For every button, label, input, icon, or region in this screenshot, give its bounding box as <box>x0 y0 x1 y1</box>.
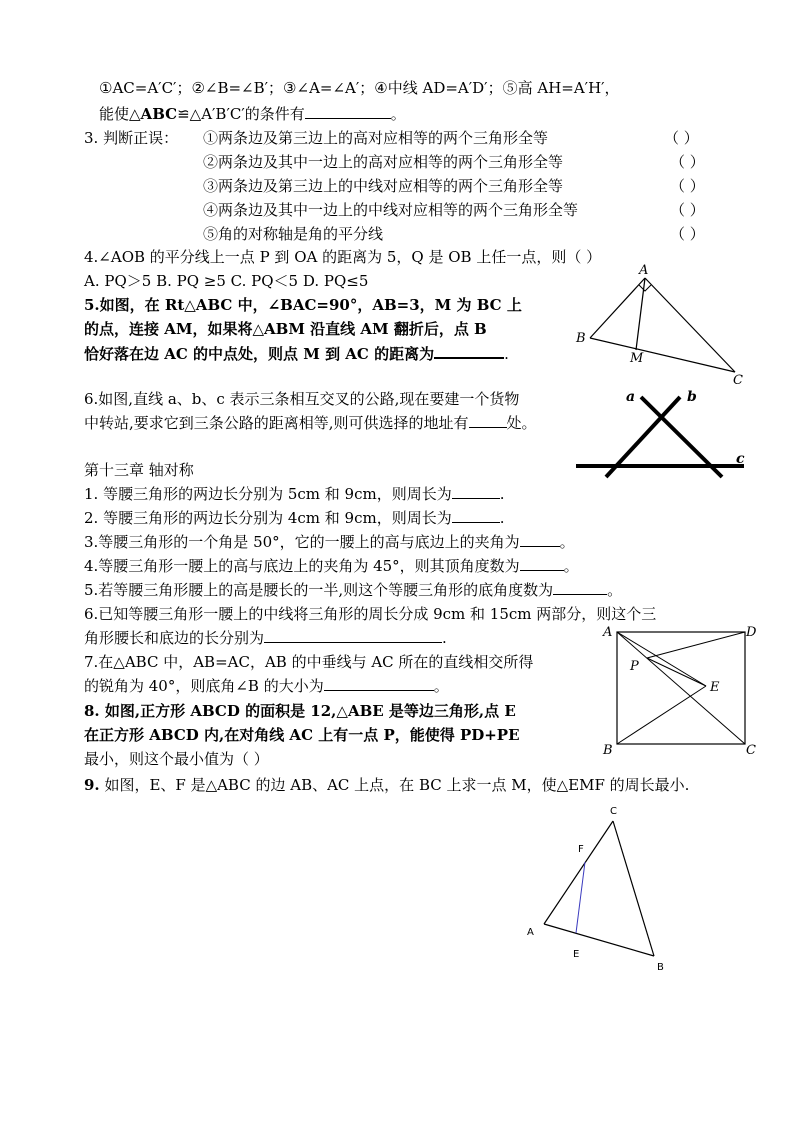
c13-q6-line-1: 6.已知等腰三角形一腰上的中线将三角形的周长分成 9cm 和 15cm 两部分，则这个三 <box>84 605 657 623</box>
c13-q4-blank[interactable] <box>520 556 564 571</box>
q4-options: A. PQ＞5 B. PQ ≥5 C. PQ＜5 D. PQ≤5 <box>84 272 369 290</box>
q6-line-2 <box>84 413 537 433</box>
fig4-label-b: B <box>657 962 664 973</box>
c13-q4-text: 4.等腰三角形一腰上的高与底边上的夹角为 45°，则其顶角度数为 <box>84 557 520 575</box>
fig1-label-m: M <box>630 351 644 366</box>
q5-text: 恰好落在边 AC 的中点处，则点 M 到 AC 的距离为 <box>84 345 435 363</box>
c13-q5-text: 5.若等腰三角形腰上的高是腰长的一半,则这个等腰三角形的底角度数为 <box>84 581 554 599</box>
q6-answer-blank[interactable] <box>469 413 507 428</box>
q5-answer-blank[interactable] <box>434 343 504 359</box>
q3-item-1: ①两条边及第三边上的高对应相等的两个三角形全等 <box>203 129 549 147</box>
c13-q3-end: 。 <box>559 533 575 551</box>
fig3-label-p: P <box>630 659 639 674</box>
fig1-label-b: B <box>576 331 586 346</box>
q5-line-2: 的点，连接 AM，如果将△ABM 沿直线 AM 翻折后，点 B <box>84 320 487 338</box>
fig4-segment-ef <box>576 862 585 933</box>
c13-q1 <box>84 484 505 504</box>
c13-q9 <box>84 775 689 795</box>
q3-paren-1[interactable]: （ ） <box>664 129 699 147</box>
c13-q7-line-2 <box>84 676 449 696</box>
q5-line-3 <box>84 343 509 364</box>
c13-q5-blank[interactable] <box>553 580 607 595</box>
fig1-label-c: C <box>733 373 743 388</box>
c13-q4-end: 。 <box>563 557 579 575</box>
c13-q2 <box>84 508 505 528</box>
q5-end: . <box>504 345 509 363</box>
q2-answer-blank[interactable] <box>305 104 391 119</box>
q3-paren-5[interactable]: （ ） <box>670 225 705 243</box>
fig3-label-d: D <box>746 625 757 640</box>
q3-paren-2[interactable]: （ ） <box>670 153 705 171</box>
fig3-label-e: E <box>710 680 720 695</box>
c13-q6-dot: . <box>442 629 447 647</box>
fig2-label-c: c <box>736 451 745 467</box>
q3-item-4: ④两条边及其中一边上的中线对应相等的两个三角形全等 <box>203 201 579 219</box>
q3-item-3: ③两条边及第三边上的中线对应相等的两个三角形全等 <box>203 177 564 195</box>
q6-text: 中转站,要求它到三条公路的距离相等,则可供选择的地址有 <box>84 414 469 432</box>
c13-q1-text: 1. 等腰三角形的两边长分别为 5cm 和 9cm，则周长为 <box>84 485 452 503</box>
fig3-label-a: A <box>603 625 613 640</box>
c13-q2-dot: . <box>499 509 505 527</box>
c13-q4 <box>84 556 579 576</box>
c13-q7-line-1: 7.在△ABC 中，AB=AC，AB 的中垂线与 AC 所在的直线相交所得 <box>84 653 534 671</box>
c13-q8-line-3: 最小，则这个最小值为（ ） <box>84 750 269 768</box>
c13-q7-text: 的锐角为 40°，则底角∠B 的大小为 <box>84 677 324 695</box>
fig1-segment-am <box>636 278 645 350</box>
c13-q8-line-1: 8. 如图,正方形 ABCD 的面积是 12,△ABE 是等边三角形,点 E <box>84 702 516 720</box>
c13-q3-blank[interactable] <box>520 532 560 547</box>
fig4-label-c: C <box>610 806 617 817</box>
figure-right-triangle <box>570 262 750 387</box>
q2-question <box>99 104 406 124</box>
q4-question: 4.∠AOB 的平分线上一点 P 到 OA 的距离为 5，Q 是 OB 上任一点，则（ ） <box>84 248 602 266</box>
q2-text-post: ≌△A′B′C′的条件有 <box>177 105 305 123</box>
c13-q2-text: 2. 等腰三角形的两边长分别为 4cm 和 9cm，则周长为 <box>84 509 452 527</box>
q3-paren-3[interactable]: （ ） <box>670 177 705 195</box>
q3-head: 3. 判断正误： <box>84 129 179 147</box>
fig1-label-a: A <box>639 263 649 278</box>
fig3-segment-pd <box>647 632 745 658</box>
q3-item-5: ⑤角的对称轴是角的平分线 <box>203 225 384 243</box>
q2-text-pre: 能使 <box>99 105 130 123</box>
fig1-side-bc <box>590 338 735 372</box>
c13-q2-blank[interactable] <box>452 508 500 523</box>
fig4-side-cb <box>613 821 654 956</box>
c13-q3 <box>84 532 575 552</box>
q2-text-end: 。 <box>390 105 406 123</box>
c13-q9-num: 9. <box>84 776 100 794</box>
chapter-title: 第十三章 轴对称 <box>84 461 194 479</box>
q2-conditions: ①AC=A′C′；②∠B=∠B′；③∠A=∠A′；④中线 AD=A′D′；⑤高 AH=A′H′， <box>99 79 620 97</box>
c13-q6-line-2 <box>84 628 447 648</box>
fig4-label-a: A <box>527 927 534 938</box>
q6-line-1: 6.如图,直线 a、b、c 表示三条相互交叉的公路,现在要建一个货物 <box>84 390 520 408</box>
fig4-side-ac <box>544 821 613 924</box>
fig4-label-f: F <box>578 844 584 855</box>
fig3-label-b: B <box>603 743 613 758</box>
c13-q5 <box>84 580 622 600</box>
q2-text-bold: △ABC <box>129 105 178 123</box>
figure-triangle-efm <box>520 800 680 980</box>
fig2-label-a: a <box>626 389 636 405</box>
c13-q6-blank[interactable] <box>264 628 442 643</box>
c13-q7-blank[interactable] <box>324 676 434 691</box>
c13-q1-dot: . <box>499 485 505 503</box>
figure-square <box>600 622 755 757</box>
fig4-label-e: E <box>573 949 580 960</box>
fig4-side-ab <box>544 924 654 956</box>
fig3-side-be <box>617 686 706 744</box>
c13-q5-end: 。 <box>607 581 623 599</box>
fig1-side-ab <box>590 278 645 338</box>
fig3-segment-pe <box>647 658 706 686</box>
figure-three-roads <box>570 385 750 485</box>
fig1-right-angle-mark <box>639 285 651 291</box>
q3-item-2: ②两条边及其中一边上的高对应相等的两个三角形全等 <box>203 153 564 171</box>
fig3-label-c: C <box>746 743 756 758</box>
q3-paren-4[interactable]: （ ） <box>670 201 705 219</box>
c13-q7-end: 。 <box>433 677 449 695</box>
c13-q3-text: 3.等腰三角形的一个角是 50°，它的一腰上的高与底边上的夹角为 <box>84 533 520 551</box>
fig1-side-ac <box>645 278 735 372</box>
fig2-label-b: b <box>687 389 697 405</box>
c13-q1-blank[interactable] <box>452 484 500 499</box>
c13-q9-text: 如图，E、F 是△ABC 的边 AB、AC 上点，在 BC 上求一点 M，使△EMF 的周长最小. <box>99 776 690 794</box>
c13-q8-line-2: 在正方形 ABCD 内,在对角线 AC 上有一点 P，能使得 PD+PE <box>84 726 520 744</box>
q5-line-1: 5.如图，在 Rt△ABC 中，∠BAC=90°，AB=3，M 为 BC 上 <box>84 296 522 314</box>
c13-q6-text: 角形腰长和底边的长分别为 <box>84 629 265 647</box>
q6-end: 处。 <box>506 414 537 432</box>
